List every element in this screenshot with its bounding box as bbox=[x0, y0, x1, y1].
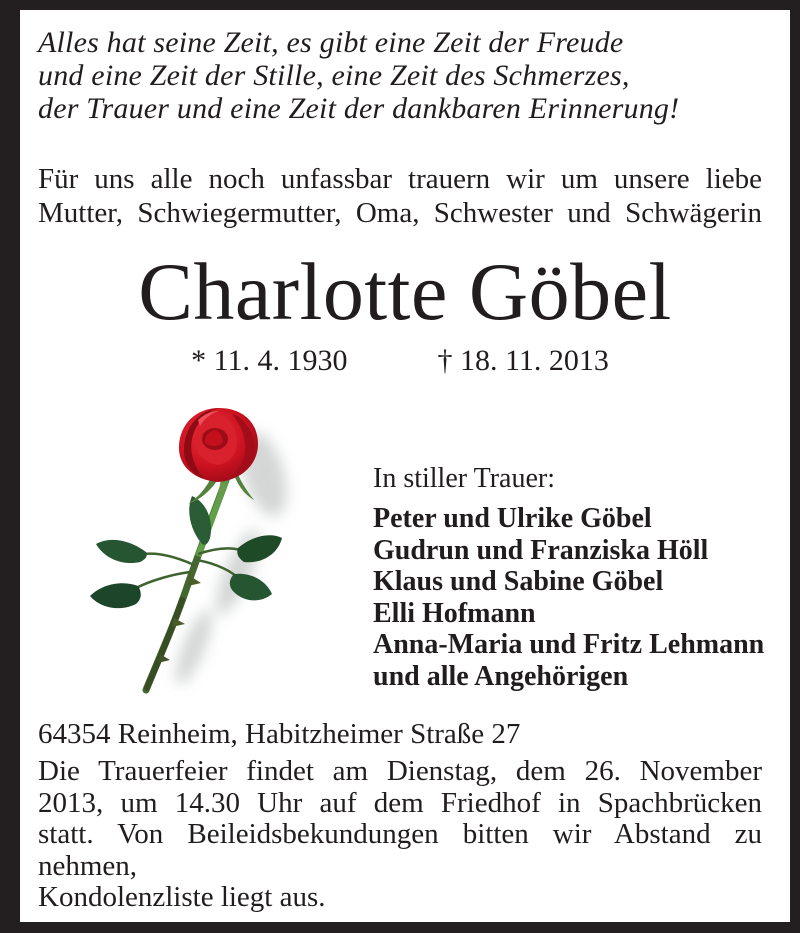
mourners-list bbox=[373, 462, 773, 692]
deceased-name: Charlotte Göbel bbox=[138, 246, 672, 337]
death-date: † 18. 11. 2013 bbox=[437, 344, 609, 377]
mourner-name: Gudrun und Franziska Höll bbox=[373, 534, 709, 566]
intro-line: Für uns alle noch unfassbar trauern wir um unsere liebe bbox=[38, 163, 762, 195]
funeral-line: 2013, um 14.30 Uhr auf dem Friedhof in Spachbrücken bbox=[38, 786, 762, 819]
rose-image bbox=[66, 402, 346, 702]
life-dates bbox=[38, 344, 762, 378]
intro-line: Mutter, Schwiegermutter, Oma, Schwester und Schwägerin bbox=[38, 197, 762, 229]
epigraph-line: und eine Zeit der Stille, eine Zeit des Schmerzes, bbox=[38, 59, 630, 92]
address: 64354 Reinheim, Habitzheimer Straße 27 bbox=[38, 718, 521, 750]
epigraph-line: der Trauer und eine Zeit der dankbaren Erinnerung! bbox=[38, 92, 680, 125]
mourner-name: Elli Hofmann bbox=[373, 597, 536, 629]
intro-text bbox=[38, 162, 762, 230]
epigraph bbox=[38, 26, 698, 125]
mourner-name: und alle Angehörigen bbox=[373, 660, 629, 692]
funeral-details bbox=[38, 756, 762, 914]
funeral-line: Die Trauerfeier findet am Dienstag, dem 26. November bbox=[38, 755, 762, 787]
mourner-name: Peter und Ulrike Göbel bbox=[373, 503, 652, 534]
obituary-page bbox=[20, 10, 790, 922]
funeral-line: statt. Von Beileidsbekundungen bitten wir Abstand zu nehmen, bbox=[38, 818, 762, 882]
birth-date: * 11. 4. 1930 bbox=[191, 344, 348, 377]
mourner-name: Anna-Maria und Fritz Lehmann bbox=[373, 629, 765, 660]
funeral-line: Kondolenzliste liegt aus. bbox=[38, 881, 326, 913]
mourner-name: Klaus und Sabine Göbel bbox=[373, 566, 664, 597]
epigraph-line: Alles hat seine Zeit, es gibt eine Zeit der Freude bbox=[38, 26, 624, 59]
mourners-heading: In stiller Trauer: bbox=[373, 463, 555, 494]
